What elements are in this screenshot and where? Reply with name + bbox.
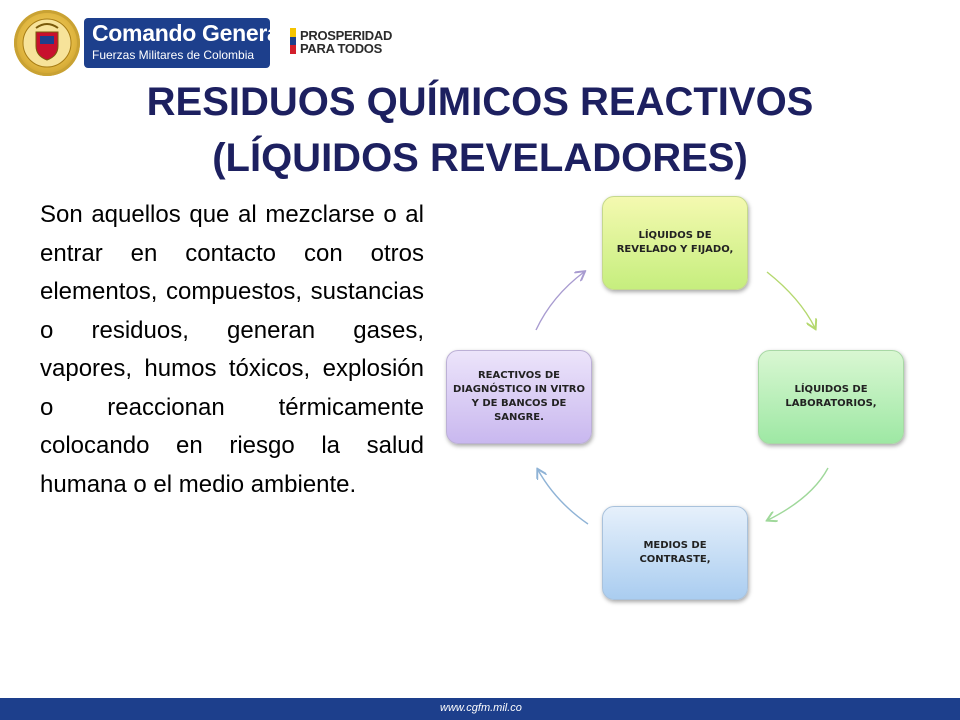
military-emblem-logo: [14, 10, 80, 76]
shield-icon: [14, 10, 80, 76]
slide-title-line-2: (LÍQUIDOS REVELADORES): [212, 136, 748, 180]
logo-subtitle: Fuerzas Militares de Colombia: [92, 48, 255, 62]
cycle-node-revelado-fijado: LÍQUIDOS DE REVELADO Y FIJADO,: [602, 196, 748, 290]
cycle-node-laboratorios: LÍQUIDOS DE LABORATORIOS,: [758, 350, 904, 444]
cycle-node-reactivos-diagnostico: REACTIVOS DE DIAGNÓSTICO IN VITRO Y DE BANCOS DE SANGRE.: [446, 350, 592, 444]
cycle-diagram: [430, 180, 930, 620]
slide-title-line-1: RESIDUOS QUÍMICOS REACTIVOS: [146, 80, 814, 124]
comando-general-logo: [84, 18, 286, 68]
cycle-node-medios-contraste: MEDIOS DE CONTRASTE,: [602, 506, 748, 600]
footer-bar: [0, 698, 960, 720]
colombia-flag-icon: [290, 28, 296, 54]
arrow-3-to-4: [538, 470, 588, 524]
arrow-2-to-3: [768, 468, 828, 520]
arrow-1-to-2: [767, 272, 815, 328]
arrow-4-to-1: [536, 272, 584, 330]
footer-url-link[interactable]: www.cgfm.mil.co: [440, 702, 522, 714]
definition-paragraph: Son aquellos que al mezclarse o al entrar en contacto con otros elementos, compuestos, sustancias o residuos, generan gases, vapores, humos tóxicos, explosión o reaccionan térmicamente colocando en riesgo la salud humana o el medio ambiente.: [40, 201, 424, 498]
campaign-line-2: PARA TODOS: [300, 41, 382, 56]
logo-title: Comando General: [92, 20, 286, 46]
prosperidad-para-todos-logo: [290, 26, 400, 58]
campaign-line-1: PROSPERIDAD: [300, 28, 393, 43]
slide-title: [0, 74, 960, 186]
